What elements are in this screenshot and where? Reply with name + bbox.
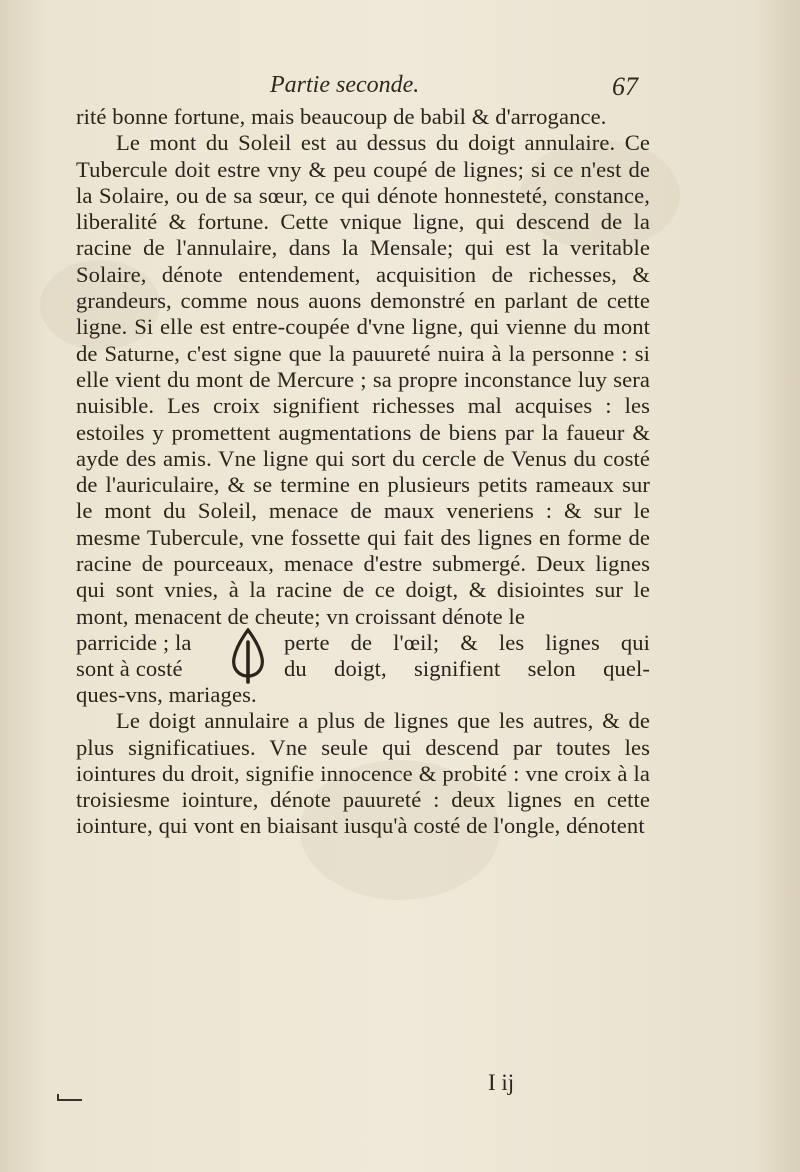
- paragraph: rité bonne fortune, mais beaucoup de babil & d'arrogance.: [76, 104, 607, 129]
- text-line: sont à costé: [76, 655, 183, 681]
- phi-glyph-icon: [228, 628, 268, 684]
- ink-mark-icon: [56, 1092, 86, 1102]
- page-number: 67: [612, 72, 638, 101]
- paragraph: Le mont du Soleil est au dessus du doigt annulaire. Ce Tubercule doit estre vny & peu coupé de lignes; si ce n'est de la Solaire, ou de sa sœur, ce qui dénote honnesteté, constance, liberalité & fortune. Cette vnique ligne, qui descend de la racine de l'annulaire, dans la Mensale; qui est la veritable Solaire, dénote entendement, acquisition de richesses, & grandeurs, comme nous auons demonstré en parlant de cette ligne. Si elle est entre-coupée d'vne ligne, qui vienne du mont de Saturne, c'est signe que la pauureté nuira à la personne : si elle vient du mont de Mercure ; sa propre inconstance luy sera nuisible. Les croix signifient richesses mal acquises : les estoiles y promettent augmentations de biens par la faueur & ayde des amis. Vne ligne qui sort du cercle de Venus du costé de l'auriculaire, & se termine en plusieurs petits rameaux sur le mont du Soleil, menace de maux veneriens : & sur le mesme Tubercule, vne fossette qui fait des lignes en forme de racine de pourceaux, menace d'estre submergé. Deux lignes qui sont vnies, à la racine de ce doigt, & disiointes sur le mont, menacent de cheute; vn croissant dénote le: [76, 130, 650, 629]
- text-line: du doigt, signifient selon quel-: [284, 655, 650, 681]
- page-header: [0, 68, 800, 108]
- body-text: [76, 104, 650, 840]
- text-line: parricide ; la: [76, 629, 192, 655]
- running-title: Partie seconde.: [270, 72, 420, 98]
- symbol-inset: [76, 630, 650, 682]
- paragraph: Le doigt annulaire a plus de lignes que les autres, & de plus significatiues. Vne seule qui descend par toutes les iointures du droit, signifie innocence & probité : vne croix à la troisiesme iointure, dénote pauureté : deux lignes en cette iointure, qui vont en biaisant iusqu'à costé de l'ongle, dénotent: [76, 708, 650, 839]
- paragraph: ques-vns, mariages.: [76, 681, 257, 707]
- signature-mark: I ij: [488, 1070, 515, 1095]
- text-line: perte de l'œil; & les lignes qui: [284, 629, 650, 655]
